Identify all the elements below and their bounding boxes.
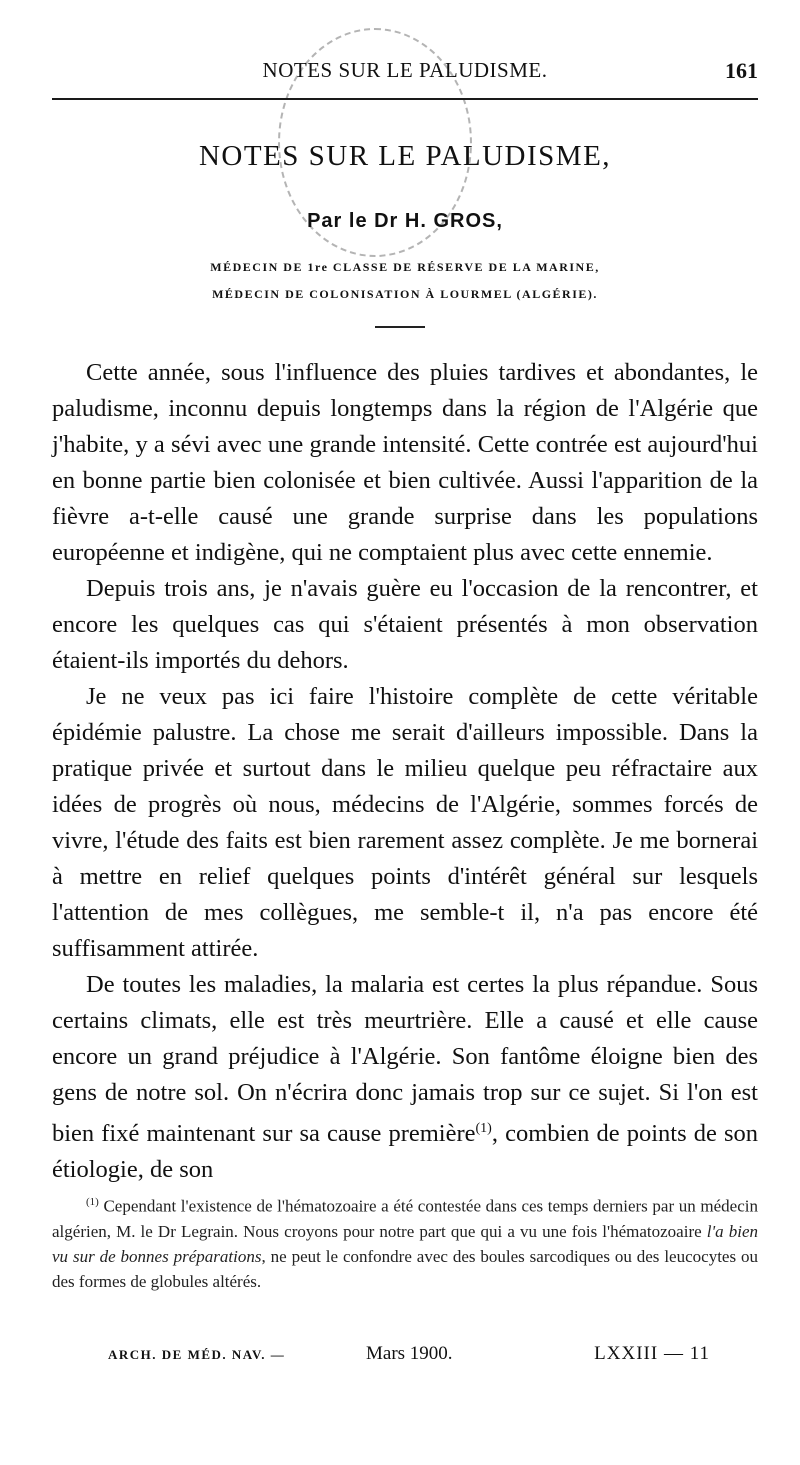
title-separator	[375, 326, 425, 328]
page-number: 161	[725, 58, 758, 83]
paragraph: Cette année, sous l'influence des pluies tardives et abondantes, le paludisme, inconnu depuis longtemps dans la région de l'Algérie que j'habite, y a sévi avec une grande intensité. Cette contrée est aujourd'hui en bonne partie bien colonisée et bien cultivée. Aussi l'apparition de la fièvre a-t-elle causé une grande surprise dans les populations européenne et indigène, qui ne comptaient plus avec cette ennemie.	[52, 359, 758, 566]
footnote	[52, 1190, 758, 1294]
footnote-text: , ne peut le confondre avec des boules sarcodiques ou des leucocytes ou des formes de globules altérés.	[52, 1246, 758, 1291]
page-footer	[52, 1343, 758, 1373]
article-body	[52, 355, 758, 1188]
running-head-title: NOTES SUR LE PALUDISME.	[262, 58, 548, 82]
article-author: Par le Dr H. GROS,	[307, 210, 503, 232]
journal-name: ARCH. DE MÉD. NAV. —	[108, 1347, 286, 1362]
paragraph-text: De toutes les maladies, la malaria est certes la plus répandue. Sous certains climats, elle est très meurtrière. Elle a causé et elle cause encore un grand préjudice à l'Algérie. Son fantôme éloigne bien des gens de notre sol. On n'écrira donc jamais trop sur ce sujet. Si l'on est bien fixé maintenant sur sa cause première	[52, 971, 758, 1148]
article-title: NOTES SUR LE PALUDISME,	[198, 140, 612, 172]
paragraph	[52, 967, 758, 1188]
header-rule	[52, 98, 758, 100]
author-affiliation-line2: MÉDECIN DE COLONISATION À LOURMEL (ALGÉRIE).	[212, 287, 598, 301]
issue-date: Mars 1900.	[366, 1343, 453, 1364]
running-head	[52, 58, 758, 88]
footnote-mark: (1)	[86, 1196, 99, 1208]
paragraph-text: , combien de points de son étiologie, de son	[52, 1120, 758, 1184]
author-affiliation-line1: MÉDECIN DE 1re CLASSE DE RÉSERVE DE LA MARINE,	[210, 260, 600, 274]
footnote-reference: (1)	[475, 1121, 492, 1136]
volume-signature: LXXIII — 11	[594, 1343, 710, 1364]
paragraph: Depuis trois ans, je n'avais guère eu l'occasion de la rencontrer, et encore les quelques cas qui s'étaient présentés à mon observation étaient-ils importés du dehors.	[52, 575, 758, 674]
footnote-text: Cependant l'existence de l'hématozoaire a été contestée dans ces temps derniers par un médecin algérien, M. le Dr Legrain. Nous croyons pour notre part que qui a vu une fois l'hématozoaire	[52, 1196, 758, 1241]
paragraph: Je ne veux pas ici faire l'histoire complète de cette véritable épidémie palustre. La chose me serait d'ailleurs impossible. Dans la pratique privée et surtout dans le milieu quelque peu réfractaire aux idées de progrès où nous, médecins de l'Algérie, sommes forcés de vivre, l'étude des faits est bien rarement assez complète. Je me bornerai à mettre en relief quelques points d'intérêt général sur lesquels l'attention de mes collègues, me semble-t il, n'a pas encore été suffisamment attirée.	[52, 683, 758, 962]
footnote-italic-text: l'a bien vu sur de bonnes préparations	[52, 1221, 758, 1266]
